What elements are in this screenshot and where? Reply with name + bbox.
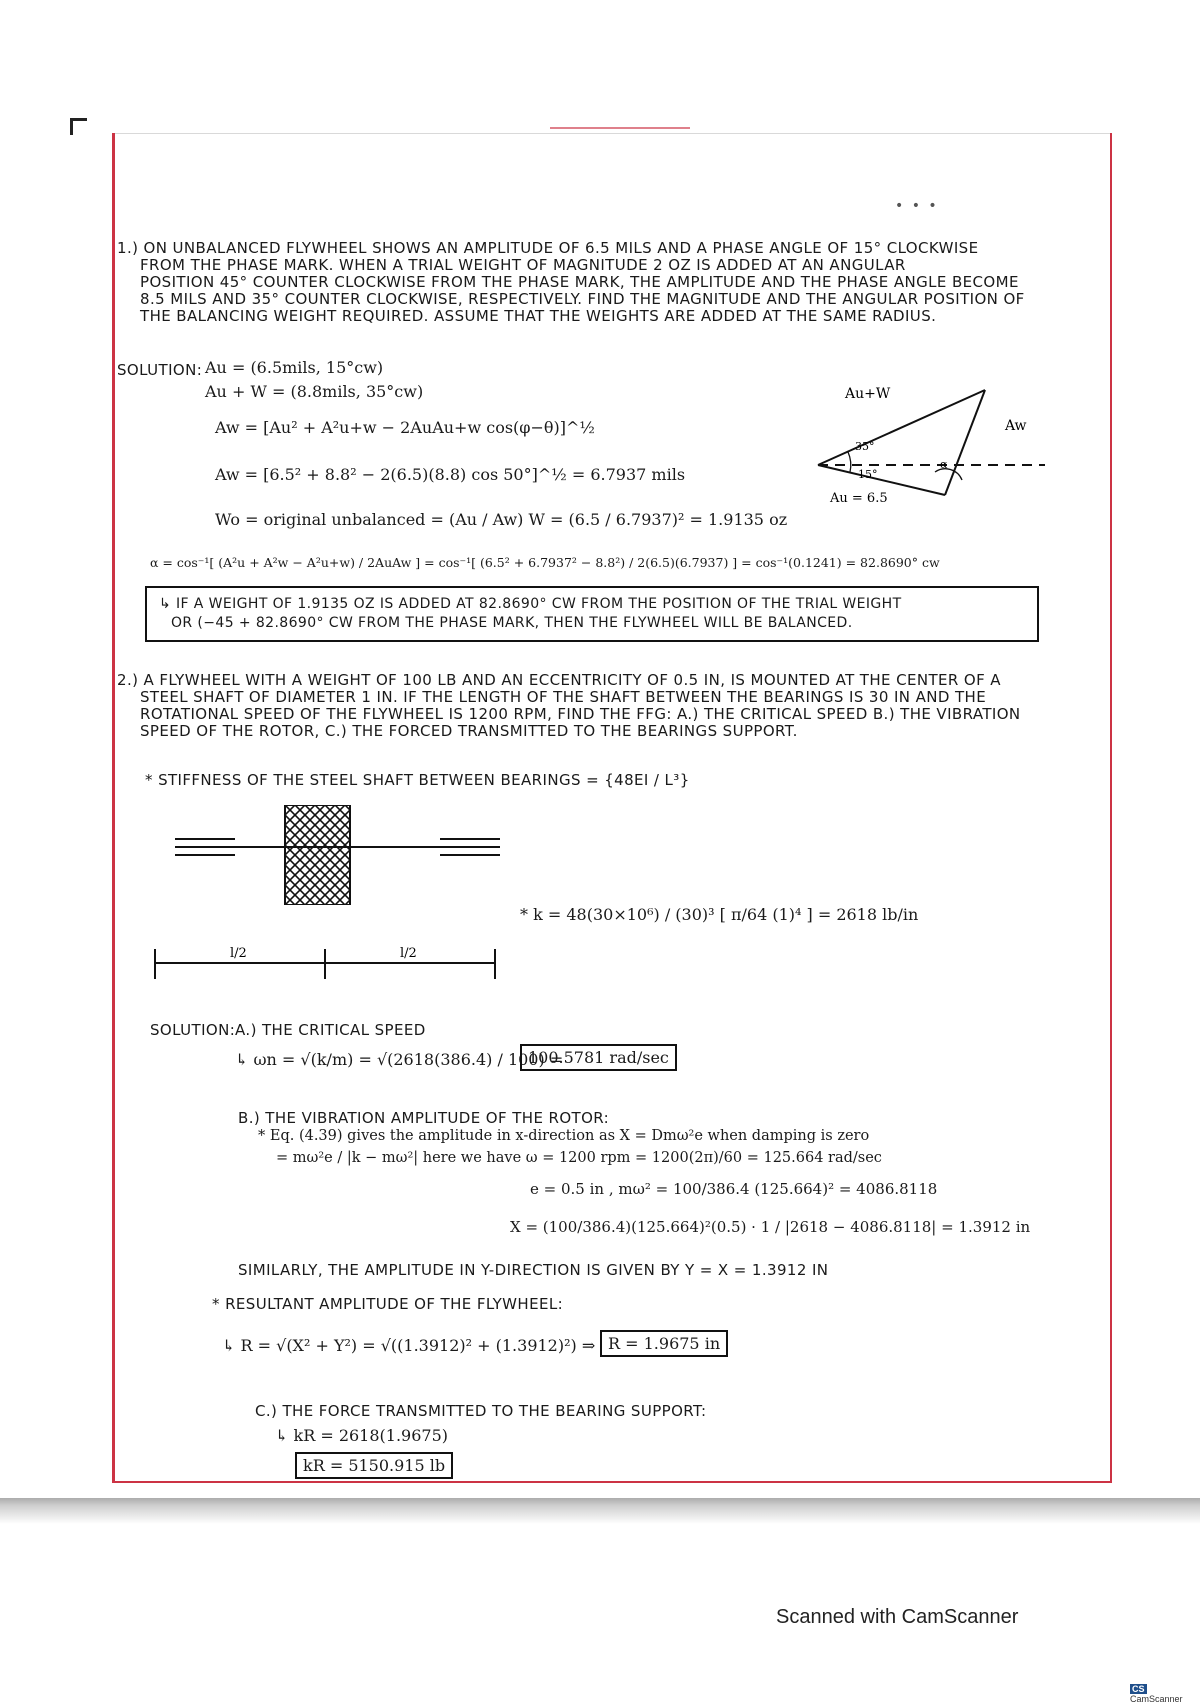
problem2-line: STEEL SHAFT OF DIAMETER 1 IN. IF THE LENGTH OF THE SHAFT BETWEEN THE BEARINGS IS 30 IN AND THE	[140, 688, 987, 706]
equation-alpha: α = cos⁻¹[ (A²u + A²w − A²u+w) / 2AuAw ] = cos⁻¹[ (6.5² + 6.7937² − 8.8²) / 2(6.5)(6.7937) ] = cos⁻¹(0.1241) = 82.8690° cw	[150, 555, 940, 570]
label-angle-35: 35°	[855, 440, 875, 453]
part-c-equation: ↳ kR = 2618(1.9675)	[275, 1426, 448, 1445]
conclusion-line: ↳ IF A WEIGHT OF 1.9135 OZ IS ADDED AT 82.8690° CW FROM THE POSITION OF THE TRIAL WEIGHT	[159, 596, 902, 612]
scanned-with-footer: Scanned with CamScanner	[776, 1606, 1019, 1628]
equation-wo: Wo = original unbalanced = (Au / Aw) W = (6.5 / 6.7937)² = 1.9135 oz	[215, 510, 788, 529]
part-b-line: e = 0.5 in , mω² = 100/386.4 (125.664)² = 4086.8118	[530, 1180, 938, 1198]
dimension-label-right: l/2	[400, 946, 417, 961]
page-frame-right	[1110, 133, 1112, 1483]
part-b-line: X = (100/386.4)(125.664)²(0.5) · 1 / |2618 − 4086.8118| = 1.3912 in	[510, 1218, 1031, 1236]
shaft-diagram	[175, 805, 535, 905]
dimension-line	[150, 945, 510, 995]
resultant-equation: ↳ R = √(X² + Y²) = √((1.3912)² + (1.3912)²) ⇒	[222, 1336, 596, 1355]
problem2-solution-label: SOLUTION:	[150, 1021, 236, 1039]
angle-arc	[848, 452, 851, 472]
dimension-label-left: l/2	[230, 946, 247, 961]
problem2-line: ROTATIONAL SPEED OF THE FLYWHEEL IS 1200 RPM, FIND THE FFG: A.) THE CRITICAL SPEED B.) THE VIBRATION	[140, 705, 1021, 723]
given-au-plus-w: Au + W = (8.8mils, 35°cw)	[205, 382, 424, 401]
problem1-line: 8.5 MILS AND 35° COUNTER CLOCKWISE, RESPECTIVELY. FIND THE MAGNITUDE AND THE ANGULAR POSITION OF	[140, 290, 1025, 308]
resultant-answer-box: R = 1.9675 in	[600, 1330, 728, 1357]
problem1-conclusion-box	[145, 586, 1039, 642]
label-au: Au = 6.5	[830, 491, 888, 506]
resultant-title: * RESULTANT AMPLITUDE OF THE FLYWHEEL:	[212, 1295, 564, 1313]
ellipsis-mark: • • •	[895, 198, 939, 214]
problem1-line: POSITION 45° COUNTER CLOCKWISE FROM THE PHASE MARK, THE AMPLITUDE AND THE PHASE ANGLE BECOME	[140, 273, 1019, 291]
part-c-title: C.) THE FORCE TRANSMITTED TO THE BEARING SUPPORT:	[255, 1402, 707, 1420]
vector-diagram	[800, 380, 1100, 520]
problem1-line: FROM THE PHASE MARK. WHEN A TRIAL WEIGHT OF MAGNITUDE 2 OZ IS ADDED AT AN ANGULAR	[140, 256, 906, 274]
part-a-answer-box: 100.5781 rad/sec	[520, 1044, 677, 1071]
equation-aw-formula: Aw = [Au² + A²u+w − 2AuAu+w cos(φ−θ)]^½	[215, 418, 595, 437]
label-aw: Aw	[1005, 418, 1027, 434]
given-au: Au = (6.5mils, 15°cw)	[205, 358, 384, 377]
stiffness-note: * STIFFNESS OF THE STEEL SHAFT BETWEEN BEARINGS = {48EI / L³}	[145, 771, 690, 789]
problem1-line: 1.) ON UNBALANCED FLYWHEEL SHOWS AN AMPLITUDE OF 6.5 MILS AND A PHASE ANGLE OF 15° CLOCKWISE	[117, 239, 979, 257]
part-b-title: B.) THE VIBRATION AMPLITUDE OF THE ROTOR:	[238, 1109, 610, 1127]
page-frame-left	[112, 133, 115, 1483]
equation-aw-value: Aw = [6.5² + 8.8² − 2(6.5)(8.8) cos 50°]^½ = 6.7937 mils	[215, 465, 686, 484]
stiffness-calc: * k = 48(30×10⁶) / (30)³ [ π/64 (1)⁴ ] = 2618 lb/in	[520, 905, 919, 924]
camscanner-badge-text: CamScanner	[1130, 1694, 1183, 1704]
part-b-line: = mω²e / |k − mω²| here we have ω = 1200 rpm = 1200(2π)/60 = 125.664 rad/sec	[276, 1150, 882, 1166]
problem2-line: 2.) A FLYWHEEL WITH A WEIGHT OF 100 LB AND AN ECCENTRICITY OF 0.5 IN, IS MOUNTED AT THE CENTER OF A	[117, 671, 1001, 689]
page-frame-bottom	[112, 1481, 1112, 1483]
part-a-title: A.) THE CRITICAL SPEED	[235, 1021, 426, 1039]
label-angle-15: 15°	[858, 468, 878, 481]
problem2-line: SPEED OF THE ROTOR, C.) THE FORCED TRANSMITTED TO THE BEARINGS SUPPORT.	[140, 722, 798, 740]
part-a-equation: ↳ ωn = √(k/m) = √(2618(386.4) / 100) =	[235, 1050, 564, 1069]
label-au-plus-w: Au+W	[845, 386, 891, 402]
part-b-similarly: SIMILARLY, THE AMPLITUDE IN Y-DIRECTION IS GIVEN BY Y = X = 1.3912 IN	[238, 1261, 829, 1279]
red-margin-tick	[550, 127, 690, 129]
camscanner-badge	[1130, 1684, 1200, 1704]
camscanner-logo-icon: CS	[1132, 1684, 1145, 1694]
flywheel-hatched-block	[285, 805, 350, 905]
scan-edge-shadow	[0, 1498, 1200, 1524]
corner-mark	[70, 118, 87, 135]
problem1-line: THE BALANCING WEIGHT REQUIRED. ASSUME THAT THE WEIGHTS ARE ADDED AT THE SAME RADIUS.	[140, 307, 937, 325]
conclusion-line: OR (−45 + 82.8690° CW FROM THE PHASE MARK, THEN THE FLYWHEEL WILL BE BALANCED.	[171, 615, 853, 631]
label-alpha: α	[940, 458, 948, 471]
part-c-answer-box: kR = 5150.915 lb	[295, 1452, 453, 1479]
problem1-solution-label: SOLUTION:	[117, 361, 203, 379]
top-rule	[112, 133, 1112, 134]
part-b-line: * Eq. (4.39) gives the amplitude in x-direction as X = Dmω²e when damping is zero	[258, 1128, 870, 1144]
